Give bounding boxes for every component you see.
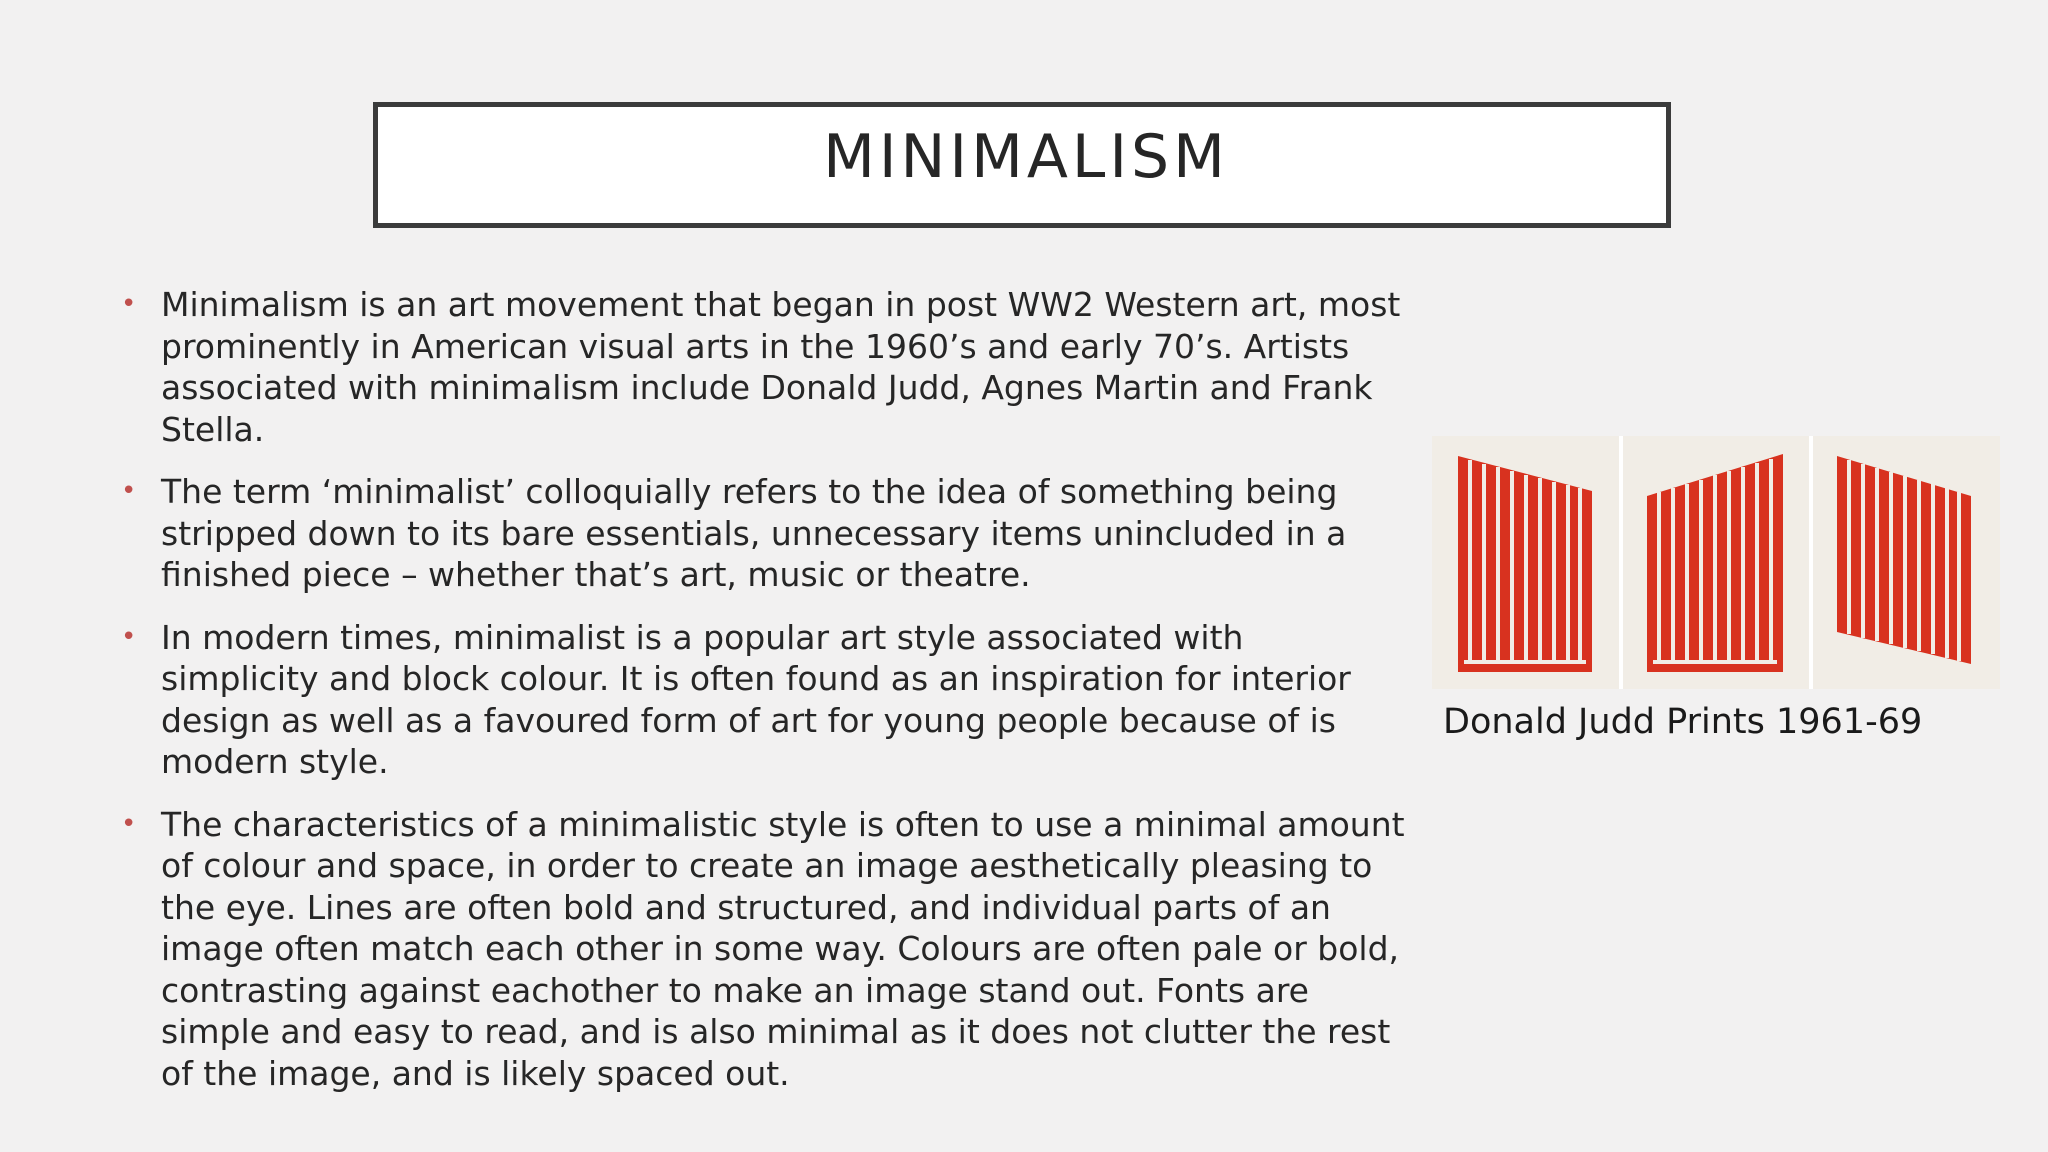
bullet-text: The characteristics of a minimalistic style is often to use a minimal amount of colour and space, in order to create an image aesthetically pleasing to the eye. Lines are often bold and structured, and individual parts of an image often match each other in some way. Colours are often pale or bold, contrasting against eachother to make an image stand out. Fonts are simple and easy to read, and is also minimal as it does not clutter the rest of the image, and is likely spaced out. xyxy=(161,804,1405,1093)
bullet-text: Minimalism is an art movement that began in post WW2 Western art, most prominently in American visual arts in the 1960’s and early 70’s. Artists associated with minimalism include Donald Judd, Agnes Martin and Frank Stella. xyxy=(161,285,1401,449)
bullet-item xyxy=(121,284,1411,450)
print-panel-2 xyxy=(1623,436,1810,689)
print-1-graphic xyxy=(1432,436,1619,689)
print-panel-1 xyxy=(1432,436,1619,689)
bullet-text: The term ‘minimalist’ colloquially refers to the idea of something being stripped down to its bare essentials, unnecessary items unincluded in a finished piece – whether that’s art, music or theatre. xyxy=(161,472,1347,594)
donald-judd-prints-image xyxy=(1432,436,2000,689)
bullet-marker: • xyxy=(121,808,137,839)
bullet-marker: • xyxy=(121,621,137,652)
bullet-marker: • xyxy=(121,476,137,506)
bullet-item xyxy=(121,471,1411,596)
bullet-item xyxy=(121,617,1411,783)
print-3-graphic xyxy=(1813,436,2000,689)
bullet-list xyxy=(121,284,1411,1115)
bullet-item xyxy=(121,804,1411,1095)
print-2-graphic xyxy=(1623,436,1810,689)
image-caption: Donald Judd Prints 1961-69 xyxy=(1443,702,1923,742)
title-box xyxy=(373,102,1671,228)
print-panel-3 xyxy=(1813,436,2000,689)
bullet-text: In modern times, minimalist is a popular art style associated with simplicity and block colour. It is often found as an inspiration for interior design as well as a favoured form of art for young people because of is modern style. xyxy=(161,617,1351,781)
slide-title: MINIMALISM xyxy=(823,122,1229,192)
bullet-marker: • xyxy=(121,289,137,319)
